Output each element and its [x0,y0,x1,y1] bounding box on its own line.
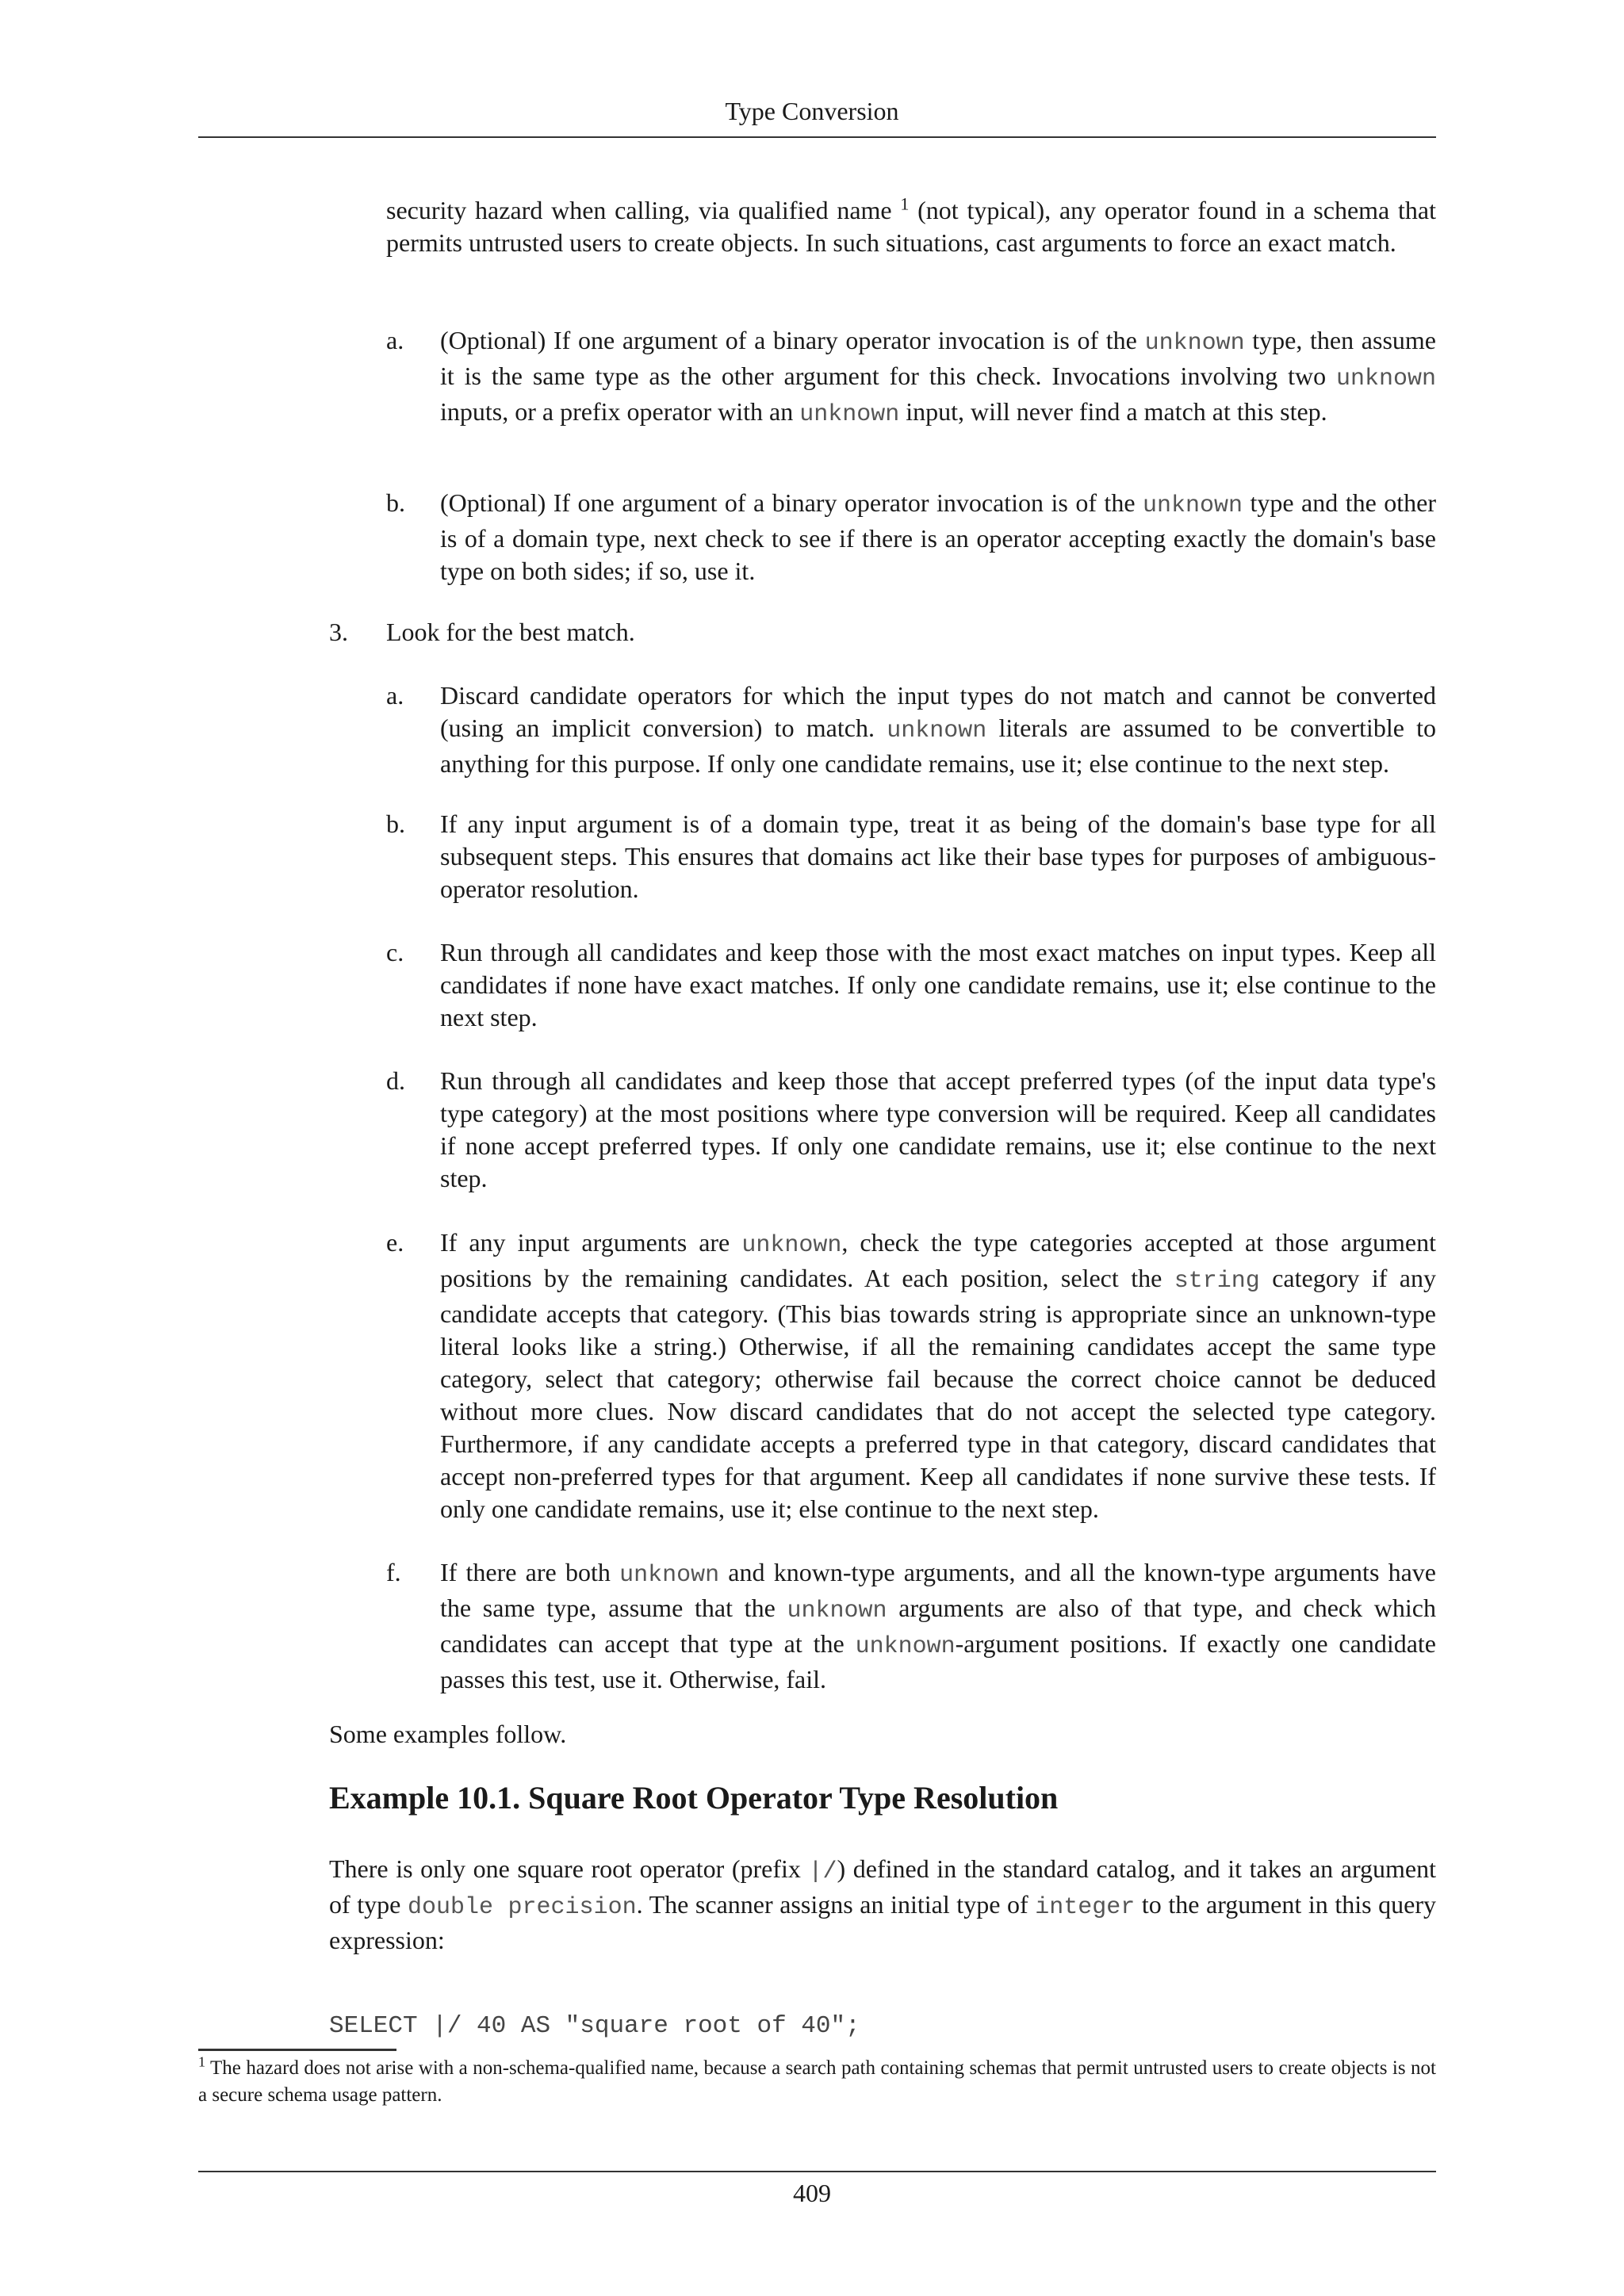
running-header-title: Type Conversion [725,97,899,125]
text-run: If any input arguments are [440,1228,742,1257]
text-run: If there are both [440,1558,620,1586]
list-marker: f. [386,1558,401,1586]
text-run: type and the other is of a domain type, next check to see if there is an operator accepting exactly the domain's base type on both sides; if so, use it. [440,488,1437,585]
list-item-text [440,1226,1436,1525]
text-run: inputs, or a prefix operator with an [440,397,800,426]
code-literal: unknown [619,1562,720,1589]
list-marker: a. [386,681,404,710]
list-item-text [440,1556,1436,1696]
footnote-marker: 1 [198,2053,205,2070]
intro-paragraph [386,194,1436,259]
text-run: There is only one square root operator (prefix [329,1854,809,1883]
code-literal: integer [1035,1894,1136,1921]
code-literal: double precision [407,1894,637,1921]
list-item-text: Run through all candidates and keep those with the most exact matches on input types. Keep all candidates if none have exact matches. If only one candidate remains, use it; else continue to the next step. [440,938,1436,1031]
header-divider [198,136,1436,138]
footnote-reference[interactable]: 1 [900,193,910,214]
intro-text-2: (not typical), any operator found in a schema that permits untrusted users to create objects. In such situations, cast arguments to force an exact match. [386,196,1437,257]
example-title: Example 10.1. Square Root Operator Type Resolution [329,1780,1059,1816]
text-run: ) defined in the standard catalog, and it takes an argument of type [329,1854,1437,1919]
code-example: SELECT |/ 40 AS "square root of 40"; [329,2012,860,2040]
page-number: 409 [793,2179,831,2207]
code-literal: unknown [1144,330,1245,357]
text-run: Discard candidate operators for which the input types do not match and cannot be converted (using an implicit conversion) to match. [440,681,1436,742]
text-run: type, then assume it is the same type as the other argument for this check. Invocations involving two [440,326,1437,390]
text-run: to the argument in this query expression: [329,1890,1437,1954]
list-item-text: If any input argument is of a domain type, treat it as being of the domain's base type for all subsequent steps. This ensures that domains act like their base types for purposes of ambiguous-operator resolution. [440,809,1436,903]
footer-divider [198,2171,1436,2172]
text-run: (Optional) If one argument of a binary operator invocation is of the [440,488,1143,517]
code-literal: unknown [1143,492,1243,519]
text-run: , check the type categories accepted at those argument positions by the remaining candidates. At each position, select the [440,1228,1437,1292]
list-item-text [440,487,1436,587]
list-marker: d. [386,1066,405,1095]
text-run: literals are assumed to be convertible to anything for this purpose. If only one candidate remains, use it; else continue to the next step. [440,714,1437,778]
list-marker: a. [386,326,404,354]
list-item-text: Run through all candidates and keep those that accept preferred types (of the input data type's type category) at the most positions where type conversion will be required. Keep all candidates if none accept preferred types. If only one candidate remains, use it; else continue to the next step. [440,1066,1436,1192]
list-item-text [440,679,1436,780]
code-literal: unknown [799,401,900,428]
code-literal: unknown [787,1598,887,1624]
text-run: -argument positions. If exactly one candidate passes this test, use it. Otherwise, fail. [440,1629,1437,1693]
text-run: input, will never find a match at this step. [899,397,1327,426]
code-literal: unknown [1335,365,1436,392]
list-marker: 3. [329,618,348,646]
code-literal: |/ [808,1858,837,1885]
examples-intro: Some examples follow. [329,1720,567,1748]
example-paragraph [329,1853,1436,1957]
text-run: arguments are also of that type, and check which candidates can accept that type at the [440,1594,1437,1658]
list-marker: c. [386,938,404,966]
step-3-text: Look for the best match. [386,618,635,646]
footnote [198,2055,1436,2109]
code-literal: unknown [741,1232,842,1259]
text-run: (Optional) If one argument of a binary operator invocation is of the [440,326,1145,354]
text-run: category if any candidate accepts that category. (This bias towards string is appropriate since an unknown-type literal looks like a string.) Otherwise, if all the remaining candidates accept the same type category, select that category; otherwise fail because the correct choice cannot be deduced without more clues. Now discard candidates that do not accept the selected type category. Furthermore, if any candidate accepts a preferred type in that category, discard candidates that accept non-preferred types for that argument. Keep all candidates if none survive these tests. If only one candidate remains, use it; else continue to the next step. [440,1264,1437,1523]
list-marker: b. [386,809,405,838]
code-literal: unknown [887,718,987,744]
text-run: . The scanner assigns an initial type of [636,1890,1036,1919]
code-literal: string [1174,1268,1260,1295]
list-item-text [440,324,1436,431]
text-run: and known-type arguments, and all the known-type arguments have the same type, assume that the [440,1558,1437,1622]
footnote-divider [198,2049,396,2051]
footnote-text: The hazard does not arise with a non-schema-qualified name, because a search path containing schemas that permit untrusted users to create objects is not a secure schema usage pattern. [198,2057,1436,2106]
list-marker: b. [386,488,405,517]
code-literal: unknown [855,1633,956,1660]
list-marker: e. [386,1228,404,1257]
intro-text-1: security hazard when calling, via qualified name [386,196,901,224]
